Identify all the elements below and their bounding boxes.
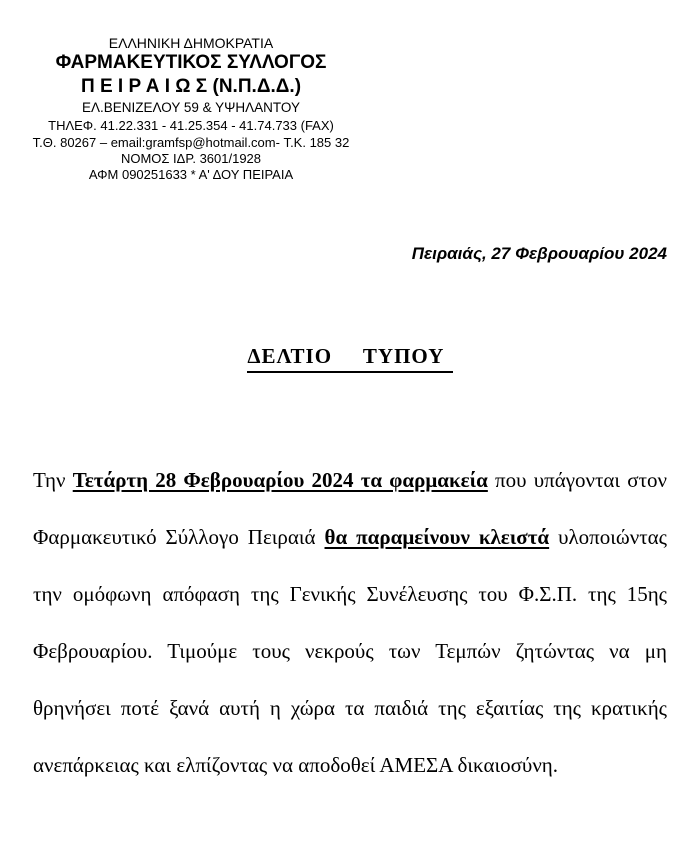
body-segment: ανεπάρκειας και ελπίζοντας να αποδοθεί ΑΜΕΣΑ δικαιοσύνη. — [33, 753, 559, 777]
letterhead-org-name: ΦΑΡΜΑΚΕΥΤΙΚΟΣ ΣΥΛΛΟΓΟΣ — [55, 52, 327, 73]
letterhead — [0, 35, 382, 183]
letterhead-tax-info: ΑΦΜ 090251633 * Α' ΔΟΥ ΠΕΙΡΑΙΑ — [88, 167, 294, 182]
letterhead-founding-law: ΝΟΜΟΣ ΙΔΡ. 3601/1928 — [120, 151, 262, 166]
body-line — [33, 623, 667, 680]
press-release-title: ΔΕΛΤΙΟ ΤΥΠΟΥ — [247, 344, 452, 373]
body-emphasis-segment: θα παραμείνουν κλειστά — [324, 525, 550, 549]
body-segment: Την — [33, 468, 73, 492]
body-segment: Φεβρουαρίου. Τιμούμε τους νεκρούς των Τεμπών ζητώντας να μη — [33, 639, 667, 663]
body-line — [33, 680, 667, 737]
press-release-title-wrap — [0, 344, 700, 373]
body-segment: που υπάγονται στον — [487, 468, 668, 492]
letterhead-address: ΕΛ.ΒΕΝΙΖΕΛΟΥ 59 & ΥΨΗΛΑΝΤΟΥ — [82, 100, 300, 115]
body-line — [33, 737, 667, 794]
letterhead-pobox-email: Τ.Θ. 80267 – email:gramfsp@hotmail.com- Τ.Κ. 185 32 — [32, 135, 350, 150]
body-segment: την ομόφωνη απόφαση της Γενικής Συνέλευσης του Φ.Σ.Π. της 15ης — [33, 582, 667, 606]
letterhead-country: ΕΛΛΗΝΙΚΗ ΔΗΜΟΚΡΑΤΙΑ — [108, 35, 274, 51]
letterhead-phones: ΤΗΛΕΦ. 41.22.331 - 41.25.354 - 41.74.733 (FAX) — [48, 118, 334, 133]
body-line — [33, 452, 667, 509]
body-line — [33, 566, 667, 623]
body-segment: θρηνήσει ποτέ ξανά αυτή η χώρα τα παιδιά της εξαιτίας της κρατικής — [33, 696, 667, 720]
letterhead-org-city: Π Ε Ι Ρ Α Ι Ω Σ (Ν.Π.Δ.Δ.) — [80, 76, 302, 97]
body-segment: υλοποιώντας — [549, 525, 667, 549]
date-line: Πειραιάς, 27 Φεβρουαρίου 2024 — [411, 244, 667, 263]
body-line — [33, 509, 667, 566]
body-emphasis-segment: Τετάρτη 28 Φεβρουαρίου 2024 τα φαρμακεία — [72, 468, 488, 492]
press-release-body — [33, 452, 667, 794]
body-segment: Φαρμακευτικό Σύλλογο Πειραιά — [33, 525, 325, 549]
